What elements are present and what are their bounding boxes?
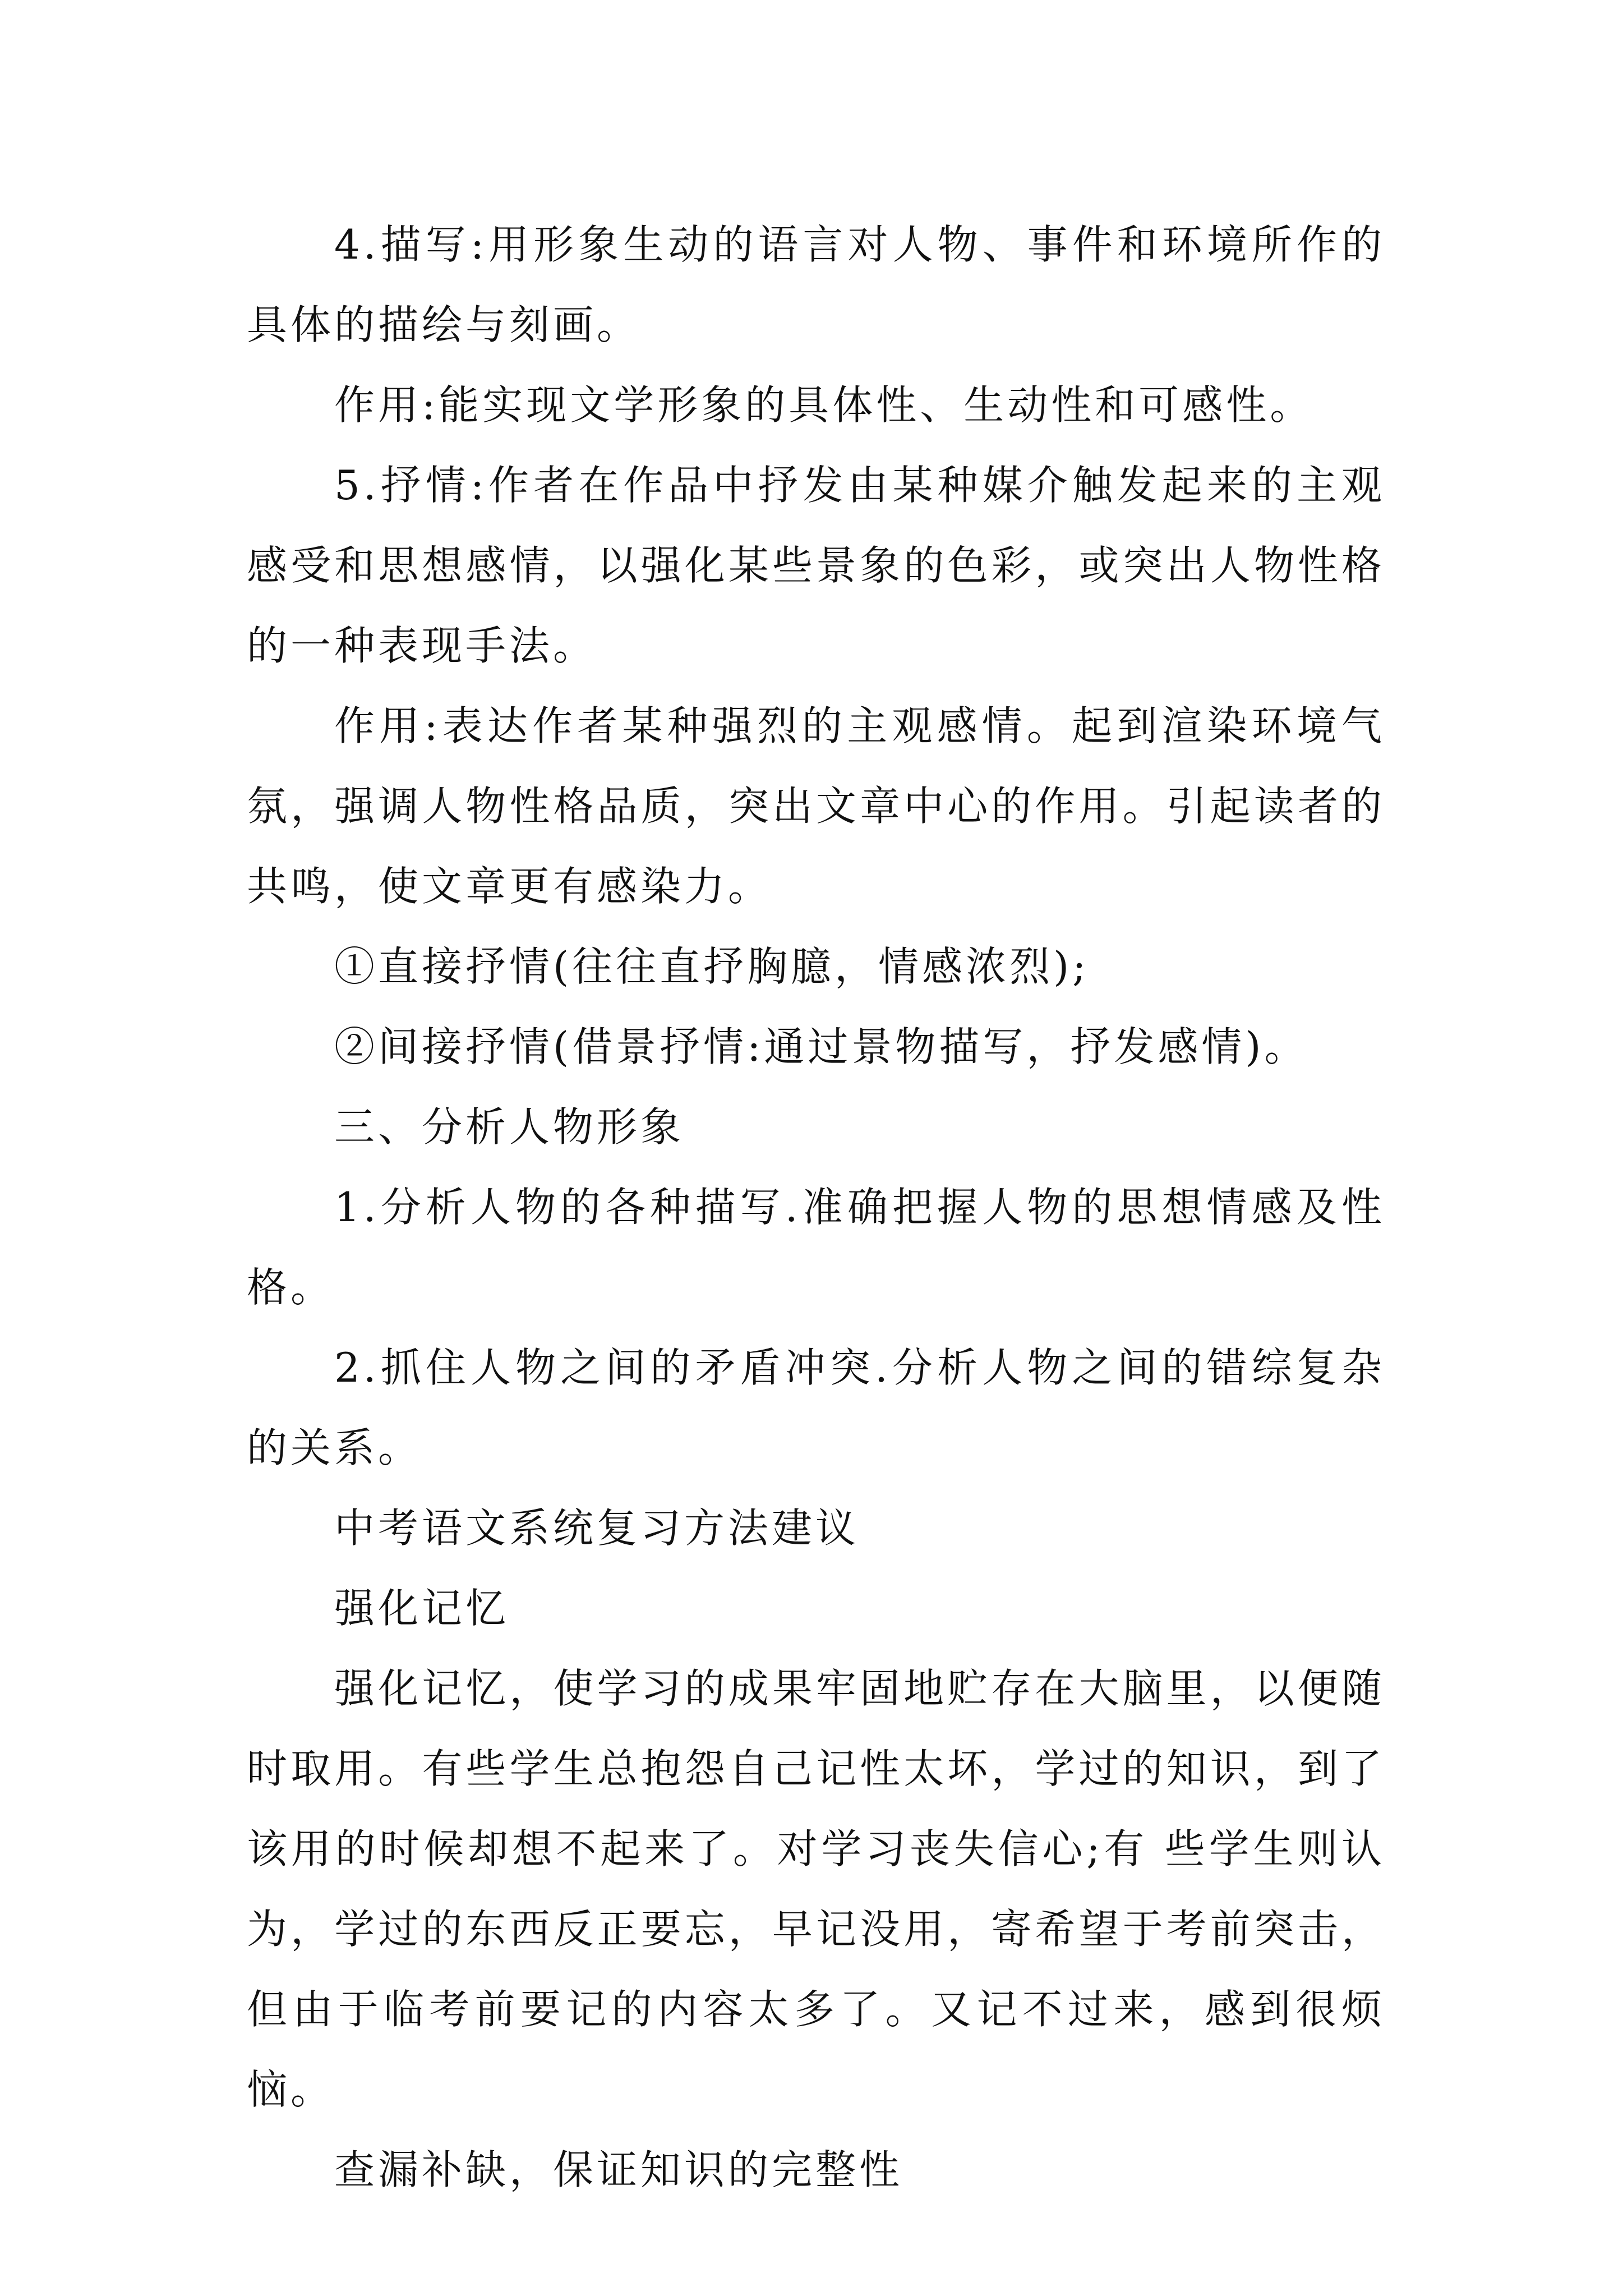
list-item-indirect-lyric: ②间接抒情(借景抒情:通过景物描写，抒发感情)。 [334,1023,1308,1070]
paragraph-description: 4.描写:用形象生动的语言对人物、事件和环境所作的具体的描绘与刻画。 [247,221,1385,348]
paragraph-strengthen-memory: 强化记忆，使学习的成果牢固地贮存在大脑里，以便随时取用。有些学生总抱怨自己记性太坏，学过的知识，到了该用的时候却想不起来了。对学习丧失信心;有 些学生则认为，学过的东西反正要忘，早记没用，寄希望于考前突击，但由于临考前要记的内容太多了。又记不过来，感到很烦恼。 [247,1665,1385,2113]
paragraph-lyric: 5.抒情:作者在作品中抒发由某种媒介触发起来的主观感受和思想感情，以强化某些景象的色彩，或突出人物性格的一种表现手法。 [247,462,1385,669]
paragraph-analysis-point-1: 1.分析人物的各种描写.准确把握人物的思想情感及性格。 [247,1184,1385,1311]
subheading-strengthen-memory: 强化记忆 [334,1585,510,1632]
subheading-fill-gaps: 查漏补缺，保证知识的完整性 [334,2146,903,2193]
list-item-direct-lyric: ①直接抒情(往往直抒胸臆，情感浓烈); [334,943,1090,990]
paragraph-analysis-point-2: 2.抓住人物之间的矛盾冲突.分析人物之间的错综复杂的关系。 [247,1344,1385,1471]
document-body [247,205,1385,2210]
section-heading-review-methods: 中考语文系统复习方法建议 [334,1504,860,1552]
paragraph-description-function: 作用:能实现文学形象的具体性、生动性和可感性。 [334,381,1314,429]
section-heading-character-analysis: 三、分析人物形象 [334,1103,685,1151]
paragraph-lyric-function: 作用:表达作者某种强烈的主观感情。起到渲染环境气氛，强调人物性格品质，突出文章中心的作用。引起读者的共鸣，使文章更有感染力。 [247,702,1385,910]
